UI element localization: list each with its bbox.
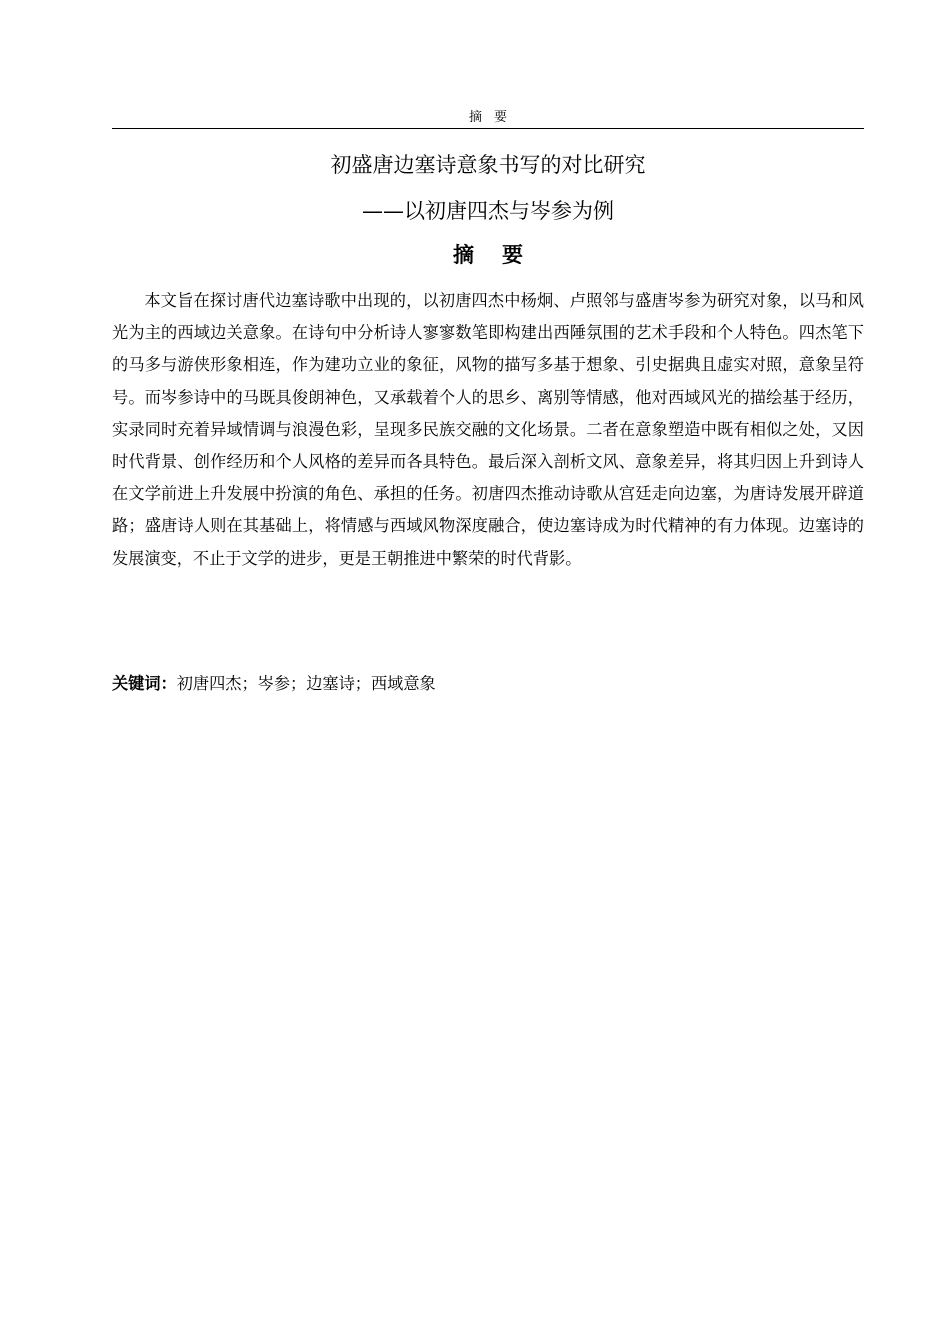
keywords-items: 初唐四杰；岑参；边塞诗；西域意象	[176, 674, 436, 693]
abstract-body: 本文旨在探讨唐代边塞诗歌中出现的，以初唐四杰中杨炯、卢照邻与盛唐岑参为研究对象，以马和风光为主的西域边关意象。在诗句中分析诗人寥寥数笔即构建出西陲氛围的艺术手段和个人特色。四杰笔下的马多与游侠形象相连，作为建功立业的象征，风物的描写多基于想象、引史据典且虚实对照，意象呈符号。而岑参诗中的马既具俊朗神色，又承载着个人的思乡、离别等情感，他对西域风光的描绘基于经历，实录同时充着异域情调与浪漫色彩，呈现多民族交融的文化场景。二者在意象塑造中既有相似之处，又因时代背景、创作经历和个人风格的差异而各具特色。最后深入剖析文风、意象差异，将其归因上升到诗人在文学前进上升发展中扮演的角色、承担的任务。初唐四杰推动诗歌从宫廷走向边塞，为唐诗发展开辟道路；盛唐诗人则在其基础上，将情感与西域风物深度融合，使边塞诗成为时代精神的有力体现。边塞诗的发展演变，不止于文学的进步，更是王朝推进中繁荣的时代背影。	[112, 291, 864, 568]
abstract-heading: 摘要	[453, 243, 551, 267]
paper-subtitle: ——以初唐四杰与岑参为例	[362, 199, 614, 223]
running-header: 摘要	[468, 110, 519, 125]
keywords-line	[112, 669, 864, 699]
paper-title: 初盛唐边塞诗意象书写的对比研究	[330, 153, 646, 177]
keywords-label: 关键词：	[112, 674, 177, 693]
header-rule	[112, 128, 864, 129]
